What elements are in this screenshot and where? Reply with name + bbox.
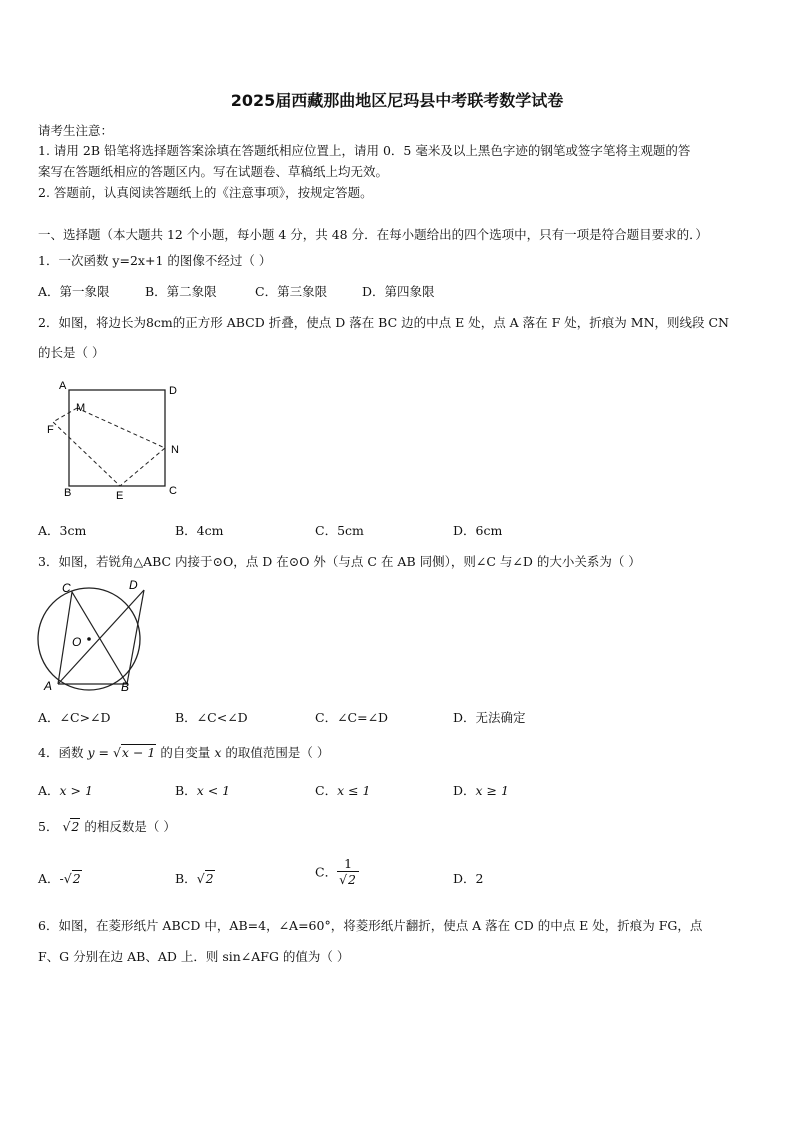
q5-option-a-radicand: 2 — [72, 871, 81, 886]
label-a: A — [44, 679, 53, 693]
question-3-stem: 3．如图，若锐角△ABC 内接于⊙O，点 D 在⊙O 外（与点 C 在 AB 同侧），则∠C 与∠D 的大小关系为（ ） — [38, 554, 641, 569]
q5-option-c-fraction — [337, 856, 359, 887]
notice-item-1-line-1: 1. 请用 2B 铅笔将选择题答案涂填在答题纸相应位置上，请用 0．5 毫米及以上黑色字迹的钢笔或签字笔将主观题的答 — [38, 143, 691, 158]
q4-stem-suffix: 的取值范围是（ ） — [225, 745, 330, 760]
q5-option-b-sqrt: √2 — [196, 871, 214, 886]
q5-option-a-sqrt: √2 — [63, 871, 81, 886]
q4-function-y: y — [87, 745, 95, 760]
q5-option-c-den-radicand: 2 — [348, 872, 356, 887]
q1-option-a[interactable]: A．第一象限 — [38, 284, 110, 299]
q4-option-c-expr: x ≤ 1 — [337, 783, 371, 798]
q5-option-b[interactable] — [175, 869, 215, 887]
q5-option-a[interactable] — [38, 869, 82, 887]
q3-option-d[interactable]: D．无法确定 — [453, 710, 526, 725]
q3-figure — [36, 576, 151, 699]
q4-option-a-label: A． — [38, 783, 60, 798]
q4-option-d-expr: x ≥ 1 — [475, 783, 509, 798]
q2-option-c[interactable]: C．5cm — [315, 523, 364, 538]
q4-equals: = — [98, 745, 109, 760]
triangle-abc — [58, 592, 127, 684]
fold-lines — [53, 408, 165, 486]
label-c: C — [62, 581, 71, 595]
label-n: N — [171, 444, 179, 456]
q5-radicand: 2 — [71, 819, 80, 834]
q5-option-c-numerator: 1 — [337, 856, 359, 872]
q4-option-b-label: B． — [175, 783, 197, 798]
q4-option-b[interactable] — [175, 781, 230, 799]
question-2-stem-line-2: 的长是（ ） — [38, 345, 105, 360]
segment-ad — [58, 590, 144, 684]
q3-option-a[interactable]: A．∠C>∠D — [38, 710, 111, 725]
q2-figure — [40, 372, 200, 510]
q5-sqrt: √2 — [62, 819, 80, 834]
question-6-stem-line-1: 6．如图，在菱形纸片 ABCD 中，AB=4，∠A=60°，将菱形纸片翻折，使点 A 落在 CD 的中点 E 处，折痕为 FG，点 — [38, 918, 703, 933]
question-6-stem-line-2: F、G 分别在边 AB、AD 上．则 sin∠AFG 的值为（ ） — [38, 949, 350, 964]
label-a: A — [59, 380, 67, 392]
section-heading: 一、选择题（本大题共 12 个小题，每小题 4 分，共 48 分．在每小题给出的四个选项中，只有一项是符合题目要求的．） — [38, 227, 708, 242]
q5-option-c-label: C． — [315, 864, 338, 880]
q5-option-c[interactable] — [315, 856, 359, 887]
label-m: M — [76, 402, 86, 414]
label-c: C — [169, 485, 177, 497]
q2-option-d[interactable]: D．6cm — [453, 523, 503, 538]
page-title: 2025届西藏那曲地区尼玛县中考联考数学试卷 — [230, 91, 564, 110]
q5-option-d[interactable] — [453, 869, 483, 887]
notice-heading: 请考生注意： — [38, 123, 114, 138]
label-e: E — [116, 490, 124, 502]
q4-stem-mid: 的自变量 — [160, 745, 211, 760]
label-b: B — [121, 680, 130, 694]
q5-option-d-label: D．2 — [453, 871, 484, 886]
q5-stem-suffix: 的相反数是（ ） — [84, 819, 176, 834]
q4-stem-prefix: 4．函数 — [38, 745, 84, 760]
center-dot — [87, 637, 91, 641]
question-4-stem — [38, 743, 329, 761]
notice-item-1-line-2: 案写在答题纸相应的答题区内。写在试题卷、草稿纸上均无效。 — [38, 164, 389, 179]
q5-option-b-label: B． — [175, 871, 197, 886]
q5-stem-prefix: 5． — [38, 819, 59, 834]
q5-option-b-radicand: 2 — [205, 871, 214, 886]
q4-option-b-expr: x < 1 — [196, 783, 231, 798]
label-d: D — [129, 578, 138, 592]
label-o: O — [72, 635, 82, 649]
q1-option-b[interactable]: B．第二象限 — [145, 284, 217, 299]
q4-radicand: x − 1 — [121, 745, 156, 760]
q4-option-d[interactable] — [453, 781, 509, 799]
q4-option-a[interactable] — [38, 781, 93, 799]
q4-option-d-label: D． — [453, 783, 476, 798]
q5-option-c-denominator: √2 — [339, 872, 356, 887]
q2-option-a[interactable]: A．3cm — [38, 523, 87, 538]
q4-option-c-label: C． — [315, 783, 338, 798]
q3-option-c[interactable]: C．∠C=∠D — [315, 710, 389, 725]
q4-option-c[interactable] — [315, 781, 371, 799]
q4-sqrt: √x − 1 — [112, 745, 156, 760]
question-2-stem-line-1: 2．如图，将边长为8cm的正方形 ABCD 折叠，使点 D 落在 BC 边的中点 E 处，点 A 落在 F 处，折痕为 MN，则线段 CN — [38, 315, 729, 330]
q3-option-b[interactable]: B．∠C<∠D — [175, 710, 248, 725]
segment-bd — [127, 590, 144, 684]
q2-option-b[interactable]: B．4cm — [175, 523, 224, 538]
label-d: D — [169, 385, 177, 397]
label-b: B — [64, 487, 72, 499]
notice-item-2: 2. 答题前，认真阅读答题纸上的《注意事项》，按规定答题。 — [38, 185, 373, 200]
question-1-stem: 1．一次函数 y=2x+1 的图像不经过（ ） — [38, 253, 272, 268]
q4-option-a-expr: x > 1 — [59, 783, 93, 798]
q1-option-c[interactable]: C．第三象限 — [255, 284, 328, 299]
label-f: F — [47, 424, 54, 436]
question-5-stem — [38, 817, 176, 835]
q4-variable: x — [214, 745, 222, 760]
q5-option-a-label: A．- — [38, 871, 64, 886]
q1-option-d[interactable]: D．第四象限 — [362, 284, 435, 299]
